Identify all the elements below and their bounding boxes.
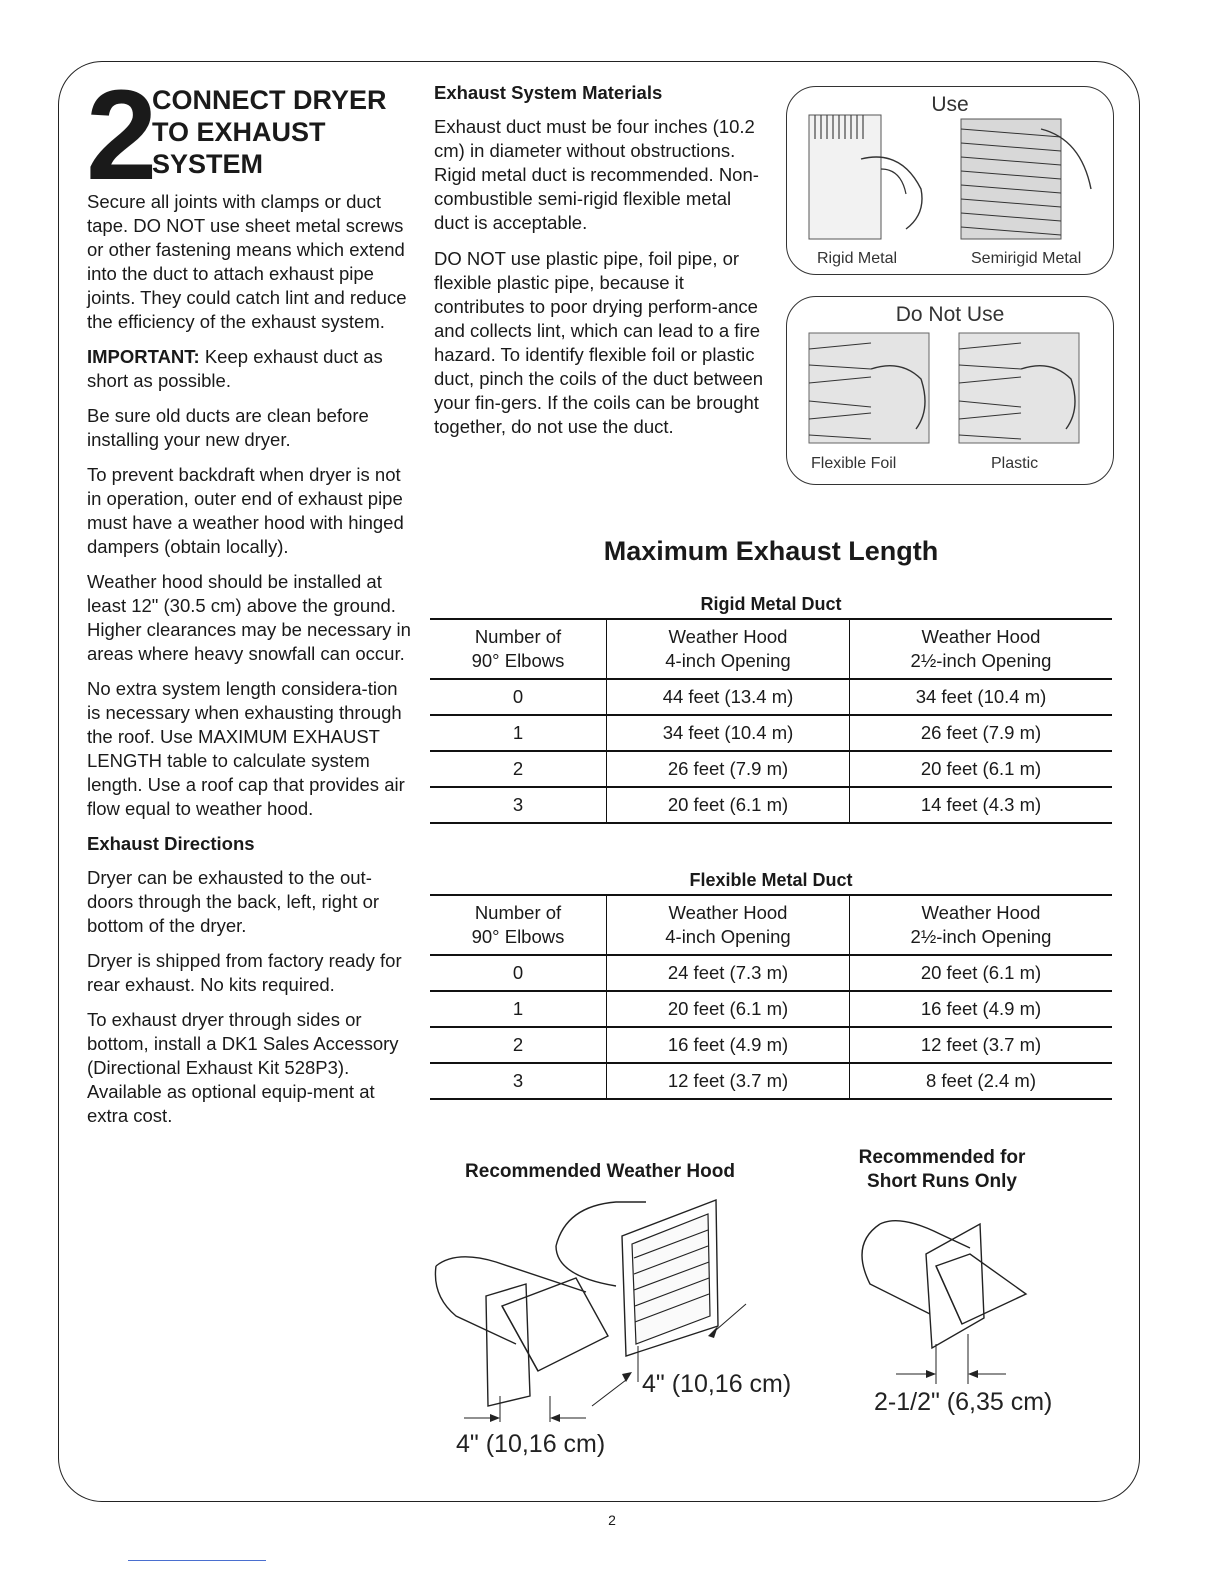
table-cell: 16 feet (4.9 m) — [607, 1027, 850, 1063]
use-panel — [786, 86, 1114, 275]
section-title-line: SYSTEM — [152, 149, 264, 179]
table-row — [430, 787, 1112, 823]
paragraph: Secure all joints with clamps or duct tape. DO NOT use sheet metal screws or other fastening means which extend into the duct to attach exhaust pipe joints. They could catch lint and reduce the efficiency of the exhaust system. — [87, 191, 407, 332]
flexible-foil-caption: Flexible Foil — [811, 455, 897, 472]
recommended-weather-hood-label: Recommended Weather Hood — [465, 1161, 735, 1182]
dimension-4in-right: 4" (10,16 cm) — [642, 1370, 792, 1398]
table-cell: 3 — [430, 787, 607, 823]
header-2half-inch — [850, 619, 1113, 679]
table-cell: 2 — [430, 1027, 607, 1063]
table-cell: 20 feet (6.1 m) — [607, 787, 850, 823]
table-cell: 12 feet (3.7 m) — [607, 1063, 850, 1099]
short-runs-label — [832, 1146, 1052, 1194]
paragraph: To prevent backdraft when dryer is not in operation, outer end of exhaust pipe must have a weather hood with hinged dampers (obtain locally). — [87, 464, 404, 557]
flexible-duct-table — [430, 894, 1112, 1100]
paragraph: DO NOT use plastic pipe, foil pipe, or flexible plastic pipe, because it contributes to poor drying perform-ance and collects lint, which can lead to a fire hazard. To identify flexible foil or plastic duct, pinch the coils of the duct between your fin-gers. If the coils can be brought together, do not use the duct. — [434, 248, 764, 437]
section-number: 2 — [86, 64, 156, 207]
short-runs-line: Short Runs Only — [867, 1171, 1017, 1192]
table-cell: 24 feet (7.3 m) — [607, 955, 850, 991]
table-cell: 0 — [430, 955, 607, 991]
table-cell: 34 feet (10.4 m) — [850, 679, 1113, 715]
table-row — [430, 955, 1112, 991]
flexible-duct-illustration — [801, 329, 1101, 449]
section-title-line: CONNECT DRYER — [152, 85, 387, 115]
table-cell: 26 feet (7.9 m) — [607, 751, 850, 787]
plastic-caption: Plastic — [991, 455, 1039, 472]
table-cell: 20 feet (6.1 m) — [850, 955, 1113, 991]
short-run-hood-illustration — [850, 1214, 1040, 1384]
paragraph: Be sure old ducts are clean before installing your new dryer. — [87, 405, 369, 450]
rigid-metal-caption: Rigid Metal — [817, 250, 898, 267]
paragraph: Dryer is shipped from factory ready for rear exhaust. No kits required. — [87, 950, 402, 995]
table-cell: 3 — [430, 1063, 607, 1099]
paragraph: Weather hood should be installed at least 12" (30.5 cm) above the ground. Higher clearances may be necessary in areas where heavy snowfall can occur. — [87, 571, 411, 664]
table-cell: 34 feet (10.4 m) — [607, 715, 850, 751]
section-title-line: TO EXHAUST — [152, 117, 326, 147]
table-cell: 20 feet (6.1 m) — [607, 991, 850, 1027]
footer-line — [128, 1560, 266, 1561]
header-text: 4-inch Opening — [665, 926, 791, 947]
header-2half-inch — [850, 895, 1113, 955]
table-cell: 16 feet (4.9 m) — [850, 991, 1113, 1027]
do-not-use-panel-title: Do Not Use — [895, 303, 1005, 326]
page-number: 2 — [608, 1512, 616, 1528]
paragraph: To exhaust dryer through sides or bottom, install a DK1 Sales Accessory (Directional Exhaust Kit 528P3). Available as optional equip-ment at extra cost. — [87, 1009, 399, 1126]
important-label: IMPORTANT: — [87, 346, 200, 367]
important-text: Keep exhaust duct as short as possible. — [87, 346, 383, 391]
table-header-row — [430, 619, 1112, 679]
table-cell: 1 — [430, 715, 607, 751]
header-4inch — [607, 895, 850, 955]
use-panel-title: Use — [931, 93, 969, 116]
table-cell: 14 feet (4.3 m) — [850, 787, 1113, 823]
rigid-duct-table — [430, 618, 1112, 824]
paragraph: Dryer can be exhausted to the out-doors through the back, left, right or bottom of the dryer. — [87, 867, 380, 936]
table-cell: 1 — [430, 991, 607, 1027]
max-exhaust-title: Maximum Exhaust Length — [603, 536, 939, 566]
middle-column — [434, 81, 764, 451]
table-row — [430, 751, 1112, 787]
header-4inch — [607, 619, 850, 679]
table-cell: 2 — [430, 751, 607, 787]
header-text: 2½-inch Opening — [910, 650, 1052, 671]
rigid-table-caption: Rigid Metal Duct — [700, 594, 842, 614]
header-text: Weather Hood — [668, 902, 788, 923]
important-paragraph — [87, 345, 412, 393]
table-cell: 12 feet (3.7 m) — [850, 1027, 1113, 1063]
dimension-4in-left: 4" (10,16 cm) — [456, 1430, 606, 1458]
header-text: Weather Hood — [668, 626, 788, 647]
materials-heading: Exhaust System Materials — [434, 82, 663, 103]
header-elbows — [430, 895, 607, 955]
table-cell: 8 feet (2.4 m) — [850, 1063, 1113, 1099]
dimension-2half-in: 2-1/2" (6,35 cm) — [874, 1388, 1053, 1416]
duct-illustration — [801, 109, 1101, 249]
exhaust-directions-heading: Exhaust Directions — [87, 833, 255, 854]
header-text: 90° Elbows — [471, 650, 565, 671]
semirigid-metal-caption: Semirigid Metal — [971, 250, 1082, 267]
table-cell: 20 feet (6.1 m) — [850, 751, 1113, 787]
table-row — [430, 679, 1112, 715]
left-column — [87, 190, 412, 1139]
header-text: Number of — [474, 626, 562, 647]
paragraph: Exhaust duct must be four inches (10.2 cm) in diameter without obstructions. Rigid metal duct is recommended. Non-combustible semi-rigid flexible metal duct is acceptable. — [434, 116, 759, 233]
table-cell: 0 — [430, 679, 607, 715]
table-row — [430, 715, 1112, 751]
header-text: Weather Hood — [921, 626, 1041, 647]
header-text: 2½-inch Opening — [910, 926, 1052, 947]
do-not-use-panel — [786, 296, 1114, 485]
section-title — [152, 84, 387, 180]
header-text: Number of — [474, 902, 562, 923]
table-row — [430, 1027, 1112, 1063]
paragraph: No extra system length considera-tion is necessary when exhausting through the roof. Use MAXIMUM EXHAUST LENGTH table to calculate system length. Use a roof cap that provides air flow equal to weather hood. — [87, 678, 405, 819]
header-text: 90° Elbows — [471, 926, 565, 947]
header-elbows — [430, 619, 607, 679]
table-header-row — [430, 895, 1112, 955]
table-cell: 26 feet (7.9 m) — [850, 715, 1113, 751]
header-text: Weather Hood — [921, 902, 1041, 923]
table-row — [430, 991, 1112, 1027]
short-runs-line: Recommended for — [858, 1147, 1026, 1168]
flexible-table-caption: Flexible Metal Duct — [689, 870, 853, 890]
table-row — [430, 1063, 1112, 1099]
header-text: 4-inch Opening — [665, 650, 791, 671]
table-cell: 44 feet (13.4 m) — [607, 679, 850, 715]
